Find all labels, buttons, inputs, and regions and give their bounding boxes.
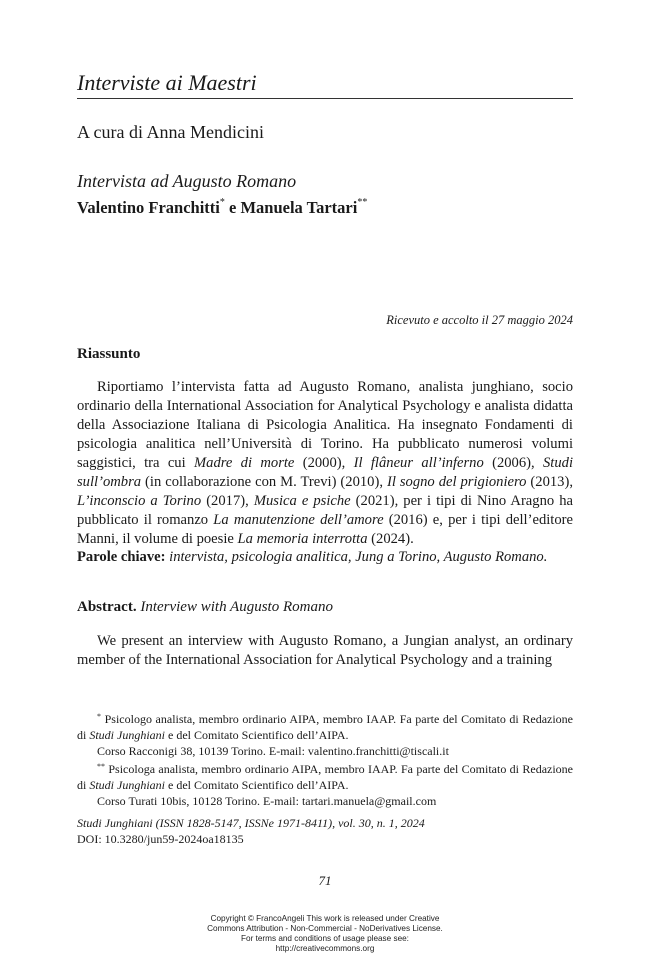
editor-line: A cura di Anna Mendicini: [77, 122, 264, 142]
footnote-2-journal: Studi Junghiani: [89, 778, 166, 792]
riassunto-text: (2000),: [294, 455, 354, 471]
authors: [77, 192, 367, 219]
footnote-1-text-end: e del Comitato Scientifico dell’AIPA.: [165, 728, 349, 742]
keywords-label: Parole chiave:: [77, 549, 166, 565]
riassunto-text: (2017),: [201, 493, 254, 509]
footnote-1: [77, 709, 573, 743]
copyright-line: For terms and conditions of usage please see:: [241, 934, 409, 943]
work-title: L’inconscio a Torino: [77, 493, 202, 509]
riassunto-heading: Riassunto: [77, 346, 141, 362]
keywords: [77, 548, 573, 567]
footnotes: [77, 709, 573, 809]
abstract-body: We present an interview with Augusto Romano, a Jungian analyst, an ordinary member of the International Association for Analytical Psychology and a training: [77, 633, 573, 668]
footnote-2-text: Psicologa analista, membro ordinario AIPA, membro IAAP. Fa parte del Comitato di Redazione di: [77, 762, 574, 792]
riassunto-body: [77, 378, 573, 549]
doi[interactable]: DOI: 10.3280/jun59-2024oa18135: [77, 832, 244, 846]
copyright-line: Copyright © FrancoAngeli This work is released under Creative: [210, 914, 440, 923]
riassunto-text: (2016) e, per i tipi dell’editore Manni, il volume di poesie: [77, 512, 573, 547]
footnote-2-address: Corso Turati 10bis, 10128 Torino. E-mail: tartari.manuela@gmail.com: [97, 794, 437, 808]
article-title: Intervista ad Augusto Romano: [77, 171, 297, 191]
author-1-footnote-mark[interactable]: *: [219, 197, 225, 208]
journal-info: [77, 815, 573, 847]
journal-citation: Studi Junghiani (ISSN 1828-5147, ISSNe 1971-8411), vol. 30, n. 1, 2024: [77, 816, 425, 830]
copyright-notice: [150, 914, 500, 954]
abstract-label: Abstract.: [77, 599, 137, 615]
work-title: La manutenzione dell’amore: [213, 512, 384, 528]
work-title: Madre di morte: [193, 455, 295, 471]
author-2: Manuela Tartari: [240, 198, 358, 217]
footnote-2-text-end: e del Comitato Scientifico dell’AIPA.: [165, 778, 349, 792]
license-link[interactable]: http://creativecommons.org: [275, 944, 375, 953]
section-title: Interviste ai Maestri: [77, 70, 573, 99]
work-title: Studi sull’ombra: [77, 455, 573, 490]
abstract-heading: [77, 598, 333, 617]
riassunto-text: (2021), per i tipi di Nino Aragno ha pubblicato il romanzo: [77, 493, 573, 528]
footnote-2-mark: **: [97, 762, 105, 771]
work-title: Il sogno del prigioniero: [386, 474, 527, 490]
work-title: Musica e psiche: [253, 493, 351, 509]
work-title: La memoria interrotta: [237, 531, 368, 547]
footnote-1-text: Psicologo analista, membro ordinario AIPA, membro IAAP. Fa parte del Comitato di Redazione di: [77, 712, 574, 742]
copyright-line: Commons Attribution - Non-Commercial - NoDerivatives License.: [207, 924, 443, 933]
author-2-footnote-mark[interactable]: **: [357, 197, 368, 208]
footnote-2: [77, 759, 573, 793]
riassunto-text: Riportiamo l’intervista fatta ad Augusto Romano, analista junghiano, socio ordinario della International Association for Analytical Psychology e analista didatta della Associazione Italiana di Psicologia Analitica. Ha insegnato Fondamenti di psicologia analitica nell’Università di Torino. Ha pubblicato numerosi volumi saggistici, tra cui: [77, 379, 573, 471]
riassunto-text: (2006),: [483, 455, 543, 471]
footnote-1-address: Corso Racconigi 38, 10139 Torino. E-mail: valentino.franchitti@tiscali.it: [97, 744, 449, 758]
abstract-title: Interview with Augusto Romano: [140, 599, 333, 615]
riassunto-text: (2024).: [367, 531, 414, 547]
keywords-text: intervista, psicologia analitica, Jung a Torino, Augusto Romano.: [169, 549, 548, 565]
riassunto-text: (2013),: [526, 474, 573, 490]
received-date: Ricevuto e accolto il 27 maggio 2024: [386, 313, 573, 327]
footnote-1-mark: *: [97, 712, 101, 721]
author-conjunction: e: [228, 198, 237, 217]
author-1: Valentino Franchitti: [77, 198, 220, 217]
page-number: 71: [318, 873, 332, 888]
riassunto-text: (in collaborazione con M. Trevi) (2010),: [141, 474, 387, 490]
work-title: Il flâneur all’inferno: [353, 455, 484, 471]
footnote-1-journal: Studi Junghiani: [89, 728, 166, 742]
